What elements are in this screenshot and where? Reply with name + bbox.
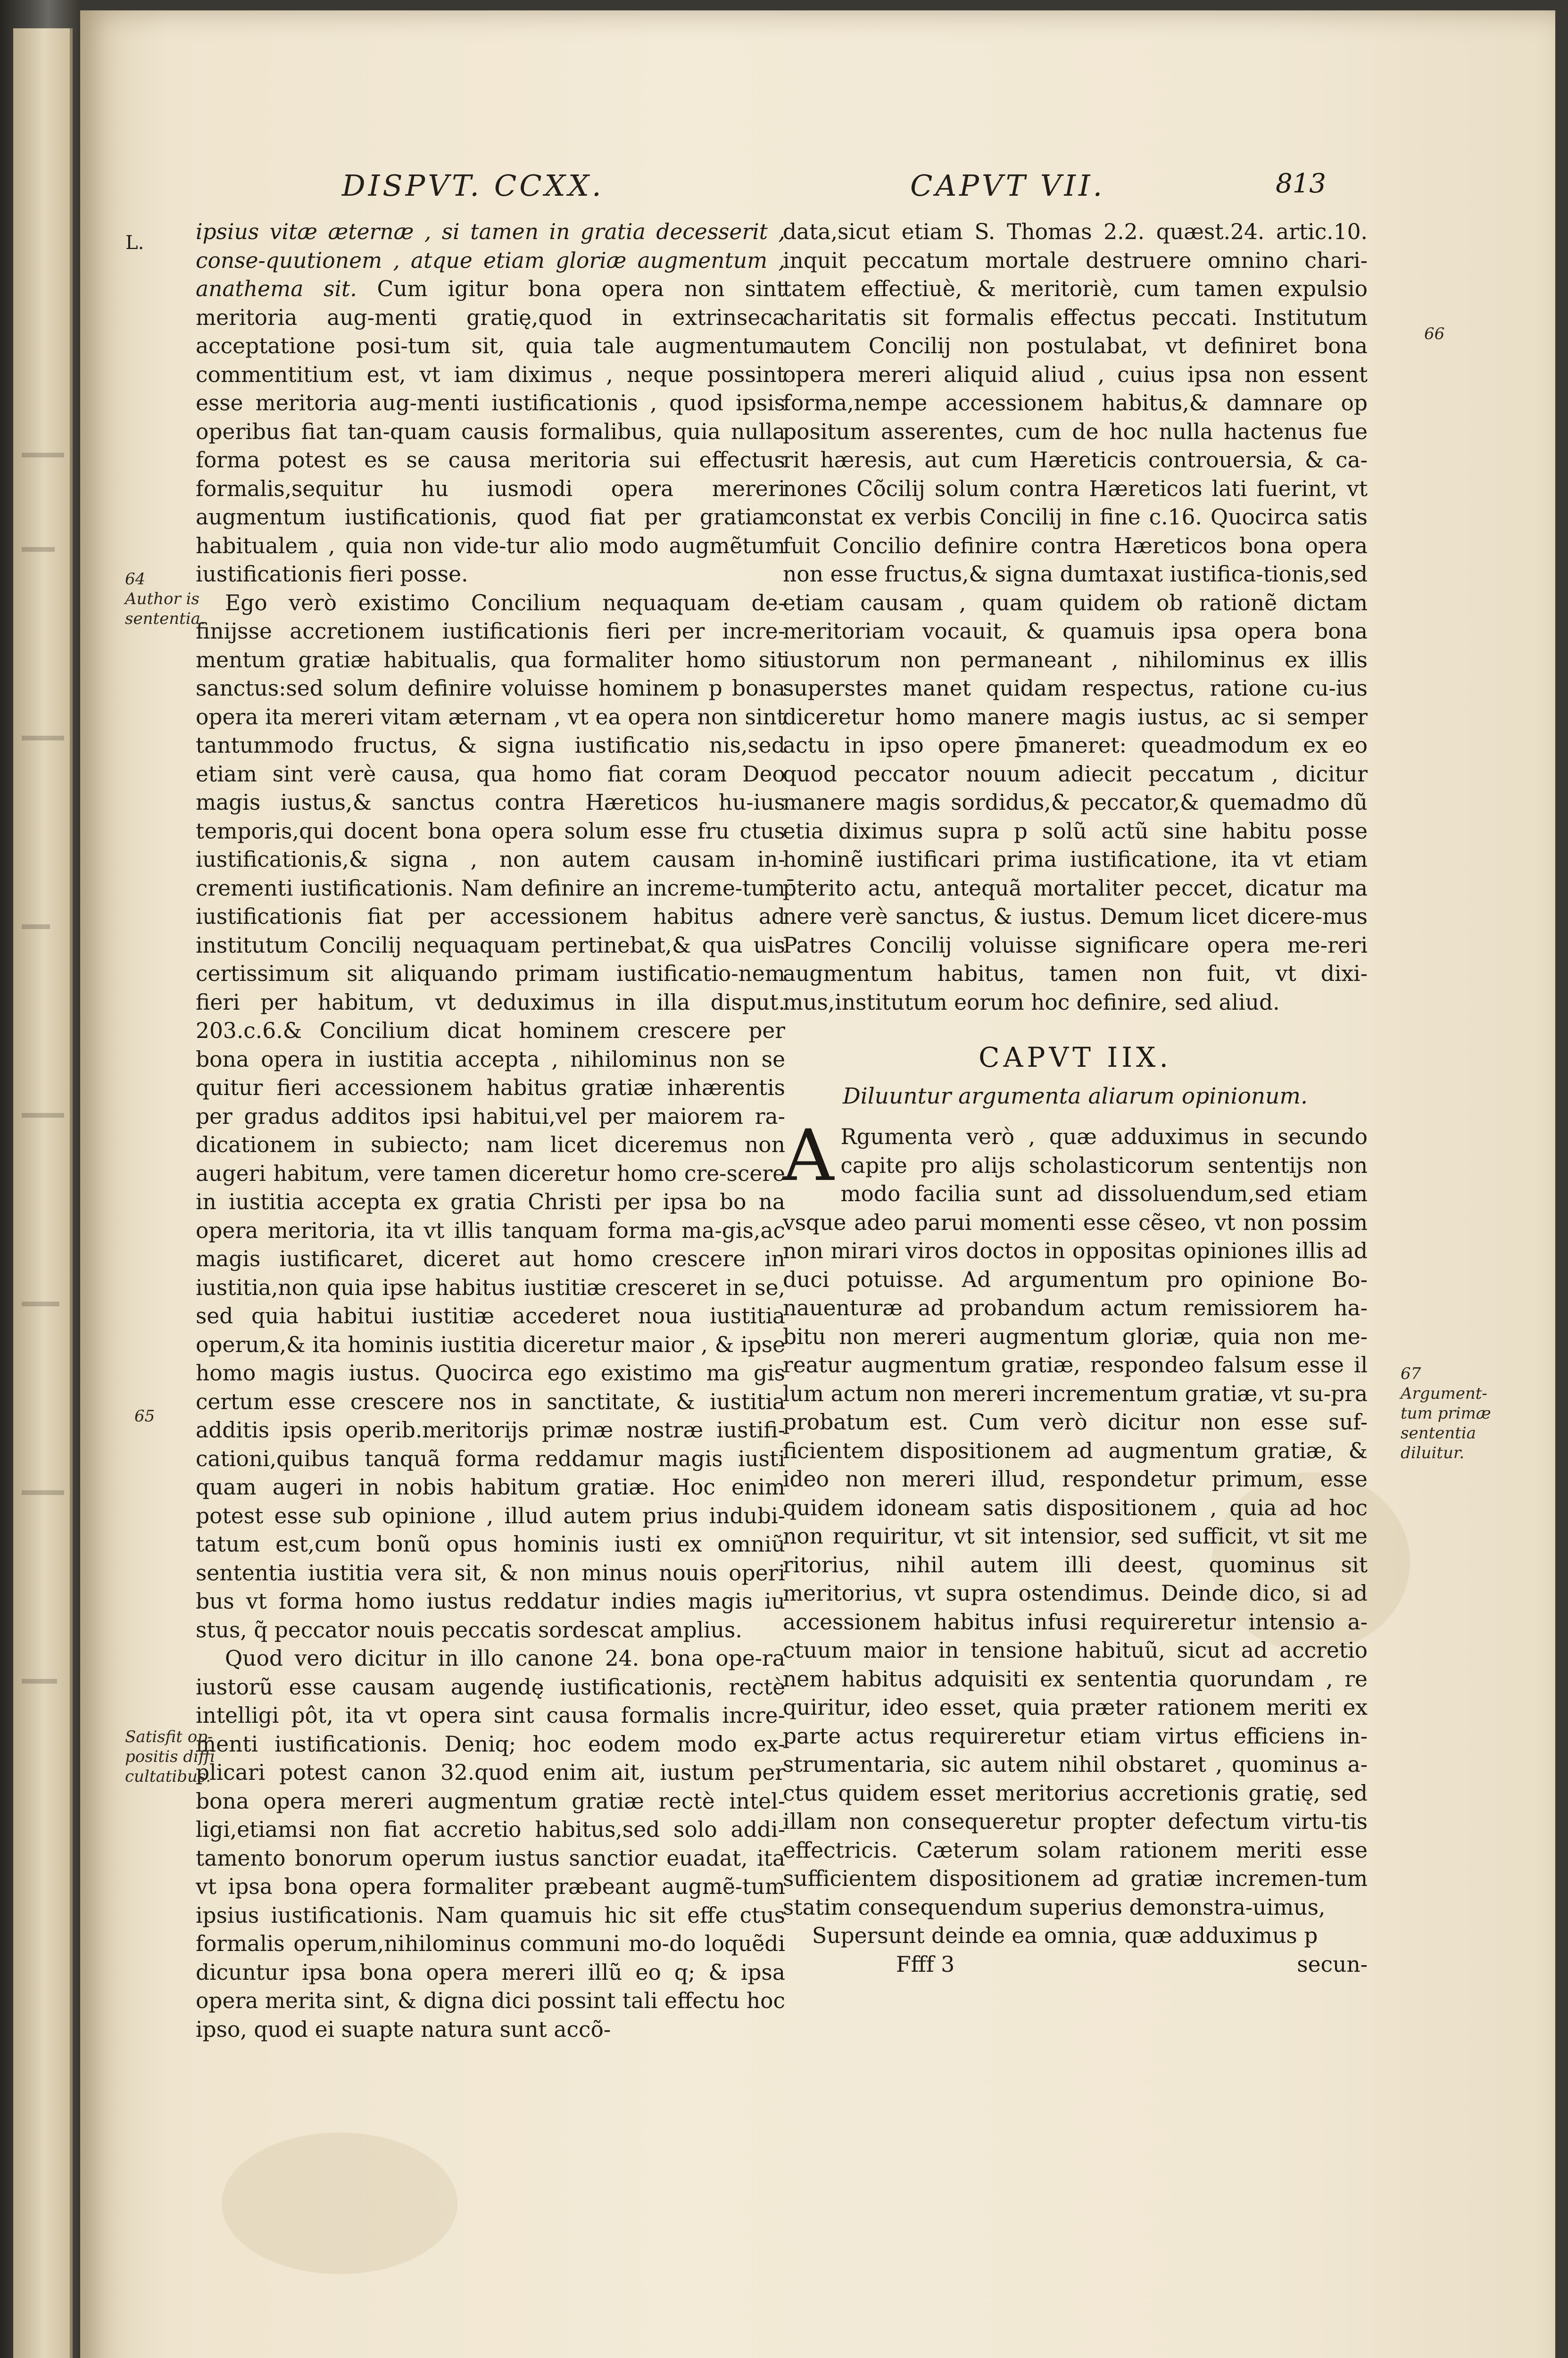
- chapter-subtitle: Diluuntur argumenta aliarum opinionum.: [843, 1083, 1308, 1109]
- marginal-note: 64 Author is sententia.: [125, 570, 206, 628]
- paragraph: data,sicut etiam S. Thomas 2.2. quæst.24. artic.10. inquit peccatum mortale destruere omnino chari-tatem effectiuè, & meritoriè, cum tamen expulsio charitatis sit formalis effectus peccati. Institutum autem Concilij non postulabat, vt definiret bona opera mereri aliquid aliud , cuius ipsa non essent forma,nempe accessionem habitus,& damnare op positum asserentes, cum de hoc nulla hactenus fue rit hæresis, aut cum Hæreticis controuersia, & ca-nones Cõcilij solum contra Hæreticos lati fuerint, vt constat ex verbis Concilij in fine c.16. Quocirca satis fuit Concilio definire contra Hæreticos bona opera non esse fructus,& signa dumtaxat iustifica-tionis,sed etiam causam , quam quidem ob rationẽ dictam meritoriam vocauit, & quamuis ipsa opera bona iustorum non permaneant , nihilominus ex illis superstes manet quidam respectus, ratione cu-ius diceretur homo manere magis iustus, ac si semper actu in ipso opere p̄maneret: queadmodum ex eo quod peccator nouum adiecit peccatum , dicitur manere magis sordidus,& peccator,& quemadmo dũ etia diximus supra p solũ actũ sine habitu posse hominẽ iustificari prima iustificatione, ita vt etiam p̄terito actu, antequã mortaliter peccet, dicatur ma nere verè sanctus, & iustus. Demum licet dicere-mus Patres Concilij voluisse significare opera me-reri augmentum habitus, tamen non fuit, vt dixi-mus,institutum eorum hoc definire, sed aliud.: [783, 219, 1368, 1015]
- paragraph: Ego verò existimo Concilium nequaquam de-finijsse accretionem iustificationis fieri per incre-mentum gratiæ habitualis, qua formaliter homo sit sanctus:sed solum definire voluisse hominem p bona opera ita mereri vitam æternam , vt ea opera non sint tantummodo fructus, & signa iustificatio nis,sed etiam sint verè causa, qua homo fiat coram Deo magis iustus,& sanctus contra Hæreticos hu-ius temporis,qui docent bona opera solum esse fru ctus iustificationis,& signa , non autem causam in-crementi iustificationis. Nam definire an increme-tum iustificationis fiat per accessionem habitus ad institutum Concilij nequaquam pertinebat,& qua uis certissimum sit aliquando primam iustificatio-nem fieri per habitum, vt deduximus in illa disput. 203.c.6.& Concilium dicat hominem crescere per bona opera in iustitia accepta , nihilominus non se quitur fieri accessionem habitus gratiæ inhærentis per gradus additos ipsi habitui,vel per maiorem ra-dicationem in subiecto; nam licet diceremus non augeri habitum, vere tamen diceretur homo cre-scere in iustitia accepta ex gratia Christi per ipsa bo na opera meritoria, ita vt illis tanquam forma ma-gis,ac magis iustificaret, diceret aut homo crescere in iustitia,non quia ipse habitus iustitiæ cresceret in se, sed quia habitui iustitiæ accederet noua iustitia operum,& ita hominis iustitia diceretur maior , & ipse homo magis iustus. Quocirca ego existimo ma gis certum esse crescere nos in sanctitate, & iustitia additis ipsis operib.meritorijs primæ nostræ iustifi-cationi,quibus tanquã forma reddamur magis iusti quam augeri in nobis habitum gratiæ. Hoc enim potest esse sub opinione , illud autem prius indubi-tatum est,cum bonũ opus hominis iusti ex omniũ sententia iustitia vera sit, & non minus nouis operi bus vt forma homo iustus reddatur indies magis iu stus, q̃ peccator nouis peccatis sordescat amplius.: [196, 590, 785, 1643]
- paragraph: [196, 218, 785, 589]
- paragraph-text: Cum igitur bona opera non sint meritoria aug-menti gratię,quod in extrinseca acceptatione posi-tum sit, quia tale augmentum commentitium est, vt iam diximus , neque possint esse meritoria aug-menti iustificationis , quod ipsis operibus fiat tan-quam causis formalibus, quia nulla forma potest es se causa meritoria sui effectus formalis,sequitur hu iusmodi opera mereri augmentum iustificationis, quod fiat per gratiam habitualem , quia non vide-tur alio modo augmẽtum iustificationis fieri posse.: [196, 276, 785, 587]
- paragraph-text: Rgumenta verò , quæ adduximus in secundo capite pro alijs scholasticorum sententijs non modo facilia sunt ad dissoluendum,sed etiam vsque adeo parui momenti esse cẽseo, vt non possim non mirari viros doctos in oppositas opiniones illis ad duci potuisse. Ad argumentum pro opinione Bo-nauenturæ ad probandum actum remissiorem ha-bitu non mereri augmentum gloriæ, quia non me-reatur augmentum gratiæ, respondeo falsum esse il lum actum non mereri incrementum gratiæ, vt su-pra probatum est. Cum verò dicitur non esse suf-ficientem dispositionem ad augmentum gratiæ, & ideo non mereri illud, respondetur primum, esse quidem idoneam satis dispositionem , quia ad hoc non requiritur, vt sit intensior, sed sufficit, vt sit me ritorius, nihil autem illi deest, quominus sit meritorius, vt supra ostendimus. Deinde dico, si ad accessionem habitus infusi requireretur intensio a-ctuum maior in tensione habituũ, sicut ad accretio nem habitus adquisiti ex sententia quorundam , re quiritur, ideo esset, quia præter rationem meriti ex parte actus requireretur etiam virtus efficiens in-strumentaria, sic autem nihil obstaret , quominus a-ctus quidem esset meritorius accretionis gratię, sed illam non consequeretur propter defectum virtu-tis effectricis. Cæterum solam rationem meriti esse sufficientem dispositionem ad gratiæ incremen-tum statim consequendum superius demonstra-uimus,: [783, 1124, 1368, 1920]
- previous-page-edge: [13, 28, 73, 2358]
- marginal-note: 67 Argument- tum primæ sententia diluitur.: [1401, 1364, 1491, 1462]
- paragraph: Supersunt deinde ea omnia, quæ adduximus p: [812, 1923, 1318, 1948]
- italic-quote: ipsius vitæ æternæ , si tamen in gratia decesserit , conse-quutionem , atque etiam gloriæ augmentum , anathema sit.: [196, 219, 785, 301]
- book-page: [80, 10, 1555, 2358]
- paragraph: [783, 1115, 1368, 1922]
- catchword: secun-: [1297, 1951, 1368, 1977]
- signature-mark: Ffff 3: [896, 1951, 955, 1977]
- margin-letter: L.: [125, 232, 144, 254]
- right-column: [783, 218, 1368, 1979]
- paragraph: Quod vero dicitur in illo canone 24. bona ope-ra iustorũ esse causam augendę iustificationis, rectè intelligi pôt, ita vt opera sint causa formalis incre-menti iustificationis. Deniq; hoc eodem modo ex-plicari potest canon 32.quod enim ait, iustum per bona opera mereri augmentum gratiæ rectè intel-ligi,etiamsi non fiat accretio habitus,sed solo addi-tamento bonorum operum iustus sanctior euadat, ita vt ipsa bona opera formaliter præbeant augmẽ-tum ipsius iustificationis. Nam quamuis hic sit effe ctus formalis operum,nihilominus communi mo-do loquẽdi dicuntur ipsa bona opera mereri illũ eo q; & ipsa opera merita sint, & digna dici possint tali effectu hoc ipso, quod ei suapte natura sunt accõ-: [196, 1646, 785, 2042]
- chapter-title: CAPVT IIX.: [979, 1041, 1172, 1073]
- drop-cap: A: [783, 1115, 834, 1197]
- running-head-left: DISPVT. CCXX.: [342, 168, 604, 203]
- running-head-right: CAPVT VII.: [910, 168, 1105, 203]
- left-column: [196, 218, 785, 2044]
- signature-line: [783, 1951, 1368, 1979]
- page-number: 813: [1276, 168, 1326, 199]
- marginal-note: Satisfit op- positis diffi cultatibus.: [125, 1727, 215, 1786]
- marginal-note: 65: [134, 1407, 155, 1426]
- marginal-note: 66: [1424, 324, 1445, 343]
